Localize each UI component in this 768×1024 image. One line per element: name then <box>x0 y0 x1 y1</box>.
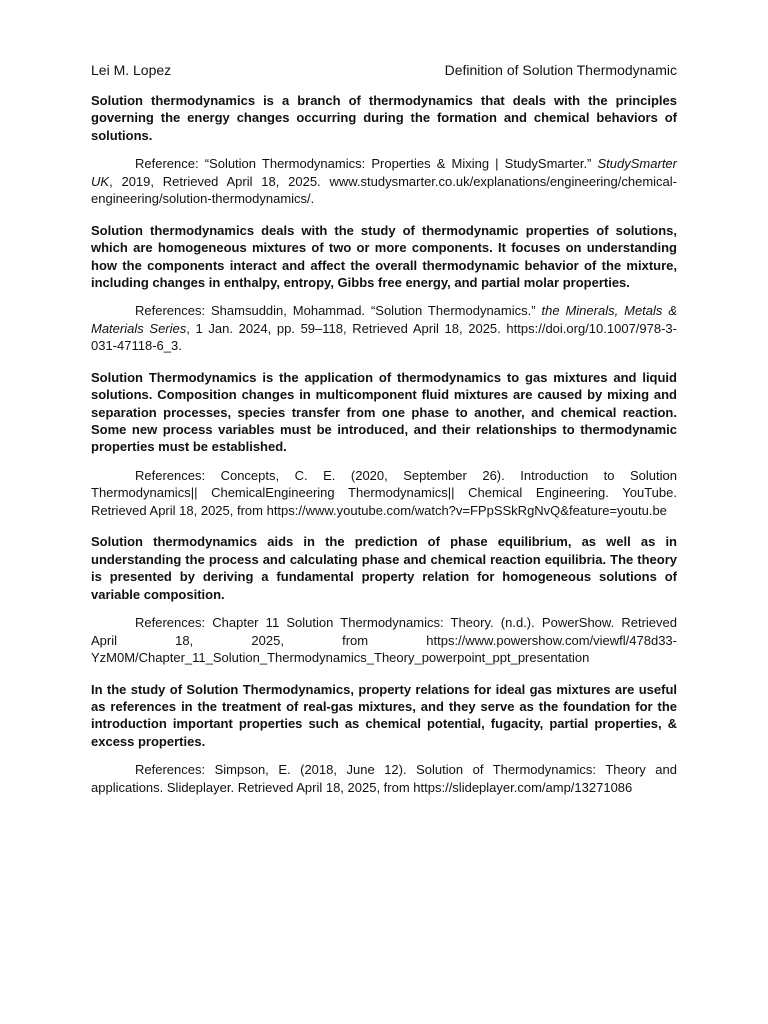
author-name: Lei M. Lopez <box>91 62 172 78</box>
reference-paragraph: References: Chapter 11 Solution Thermodynamics: Theory. (n.d.). PowerShow. Retrieved April 18, 2025, from https://www.powershow.com/viewfl/478d33-YzM0M/Chapter_11_Solution_Thermodynamics_Theory_powerpoint_ppt_presentation <box>91 615 677 665</box>
definition-paragraph: In the study of Solution Thermodynamics, property relations for ideal gas mixtures are useful as references in the treatment of real-gas mixtures, and they serve as the foundation for the introduction important properties such as chemical potential, fugacity, partial properties, & excess properties. <box>91 681 677 749</box>
reference-paragraph: References: Shamsuddin, Mohammad. “Solution Thermodynamics.” the Minerals, Metals & Materials Series, 1 Jan. 2024, pp. 59–118, Retrieved April 18, 2025. https://doi.org/10.1007/978-3-031-47118-6_3. <box>91 303 677 354</box>
page-header <box>91 61 677 81</box>
reference-paragraph: References: Simpson, E. (2018, June 12). Solution of Thermodynamics: Theory and applications. Slideplayer. Retrieved April 18, 2025, from https://slideplayer.com/amp/13271086 <box>91 762 677 795</box>
definition-paragraph: Solution thermodynamics deals with the study of thermodynamic properties of solutions, which are homogeneous mixtures of two or more components. It focuses on understanding how the components interact and affect the overall thermodynamic behavior of the mixture, including changes in enthalpy, entropy, Gibbs free energy, and partial molar properties. <box>91 222 677 290</box>
definition-paragraph: Solution Thermodynamics is the application of thermodynamics to gas mixtures and liquid solutions. Composition changes in multicomponent fluid mixtures are caused by mixing and separation processes, species transfer from one phase to another, and chemical reaction. Some new process variables must be introduced, and their relationships to thermodynamic properties must be established. <box>91 369 677 455</box>
definition-paragraph: Solution thermodynamics is a branch of thermodynamics that deals with the principles governing the energy changes occurring during the formation and chemical behaviors of solutions. <box>91 93 677 143</box>
reference-paragraph: References: Concepts, C. E. (2020, September 26). Introduction to Solution Thermodynamics|| ChemicalEngineering Thermodynamics|| Chemical Engineering. YouTube. Retrieved April 18, 2025, from https://www.youtube.com/watch?v=FPpSSkRgNvQ&feature=youtu.be <box>91 467 677 518</box>
reference-paragraph: Reference: “Solution Thermodynamics: Properties & Mixing | StudySmarter.” StudySmarter UK, 2019, Retrieved April 18, 2025. www.studysmarter.co.uk/explanations/engineering/chemical-engineering/solution-thermodynamics/. <box>91 156 677 207</box>
definition-paragraph: Solution thermodynamics aids in the prediction of phase equilibrium, as well as in understanding the process and calculating phase and chemical reaction equilibria. The theory is presented by deriving a fundamental property relation for homogeneous solutions of variable composition. <box>91 534 677 602</box>
document-page <box>91 0 677 796</box>
document-title: Definition of Solution Thermodynamic <box>444 62 677 78</box>
